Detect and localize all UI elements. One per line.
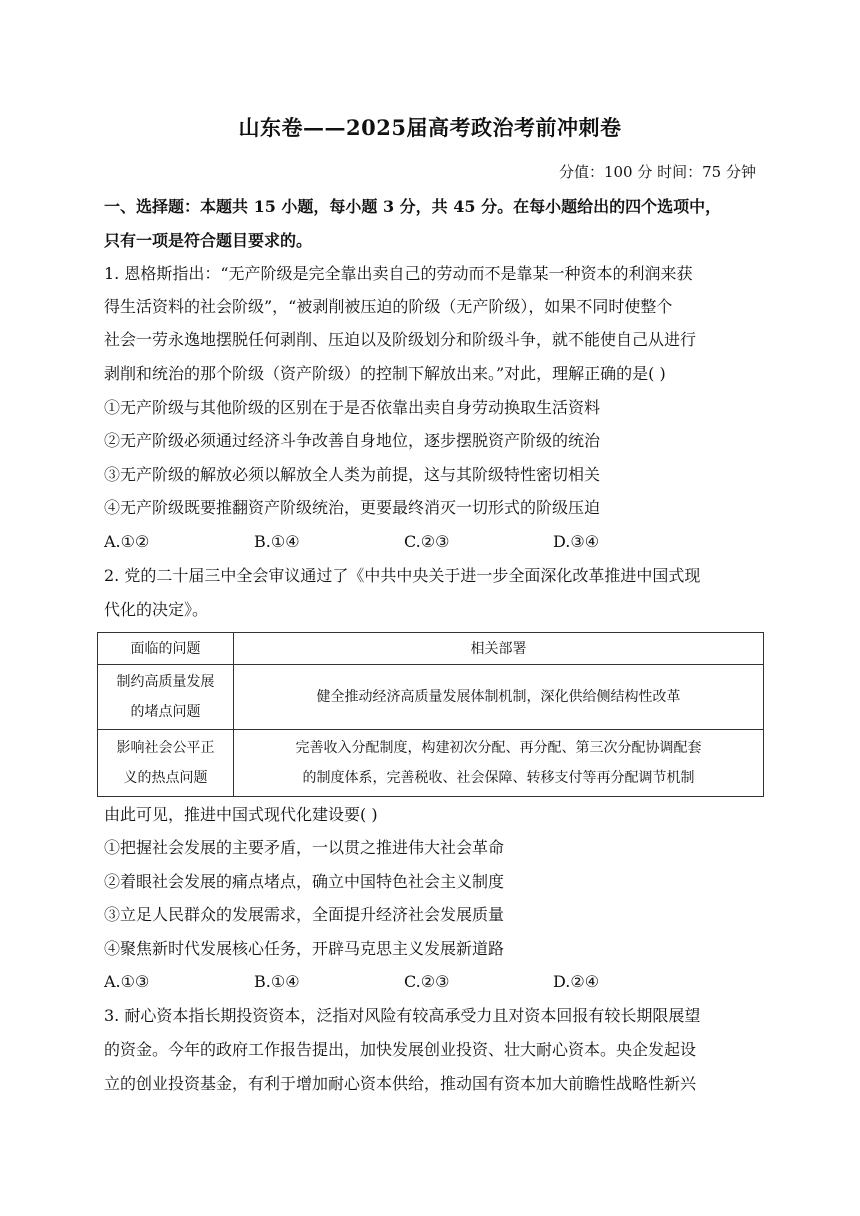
q2-statement: ④聚焦新时代发展核心任务，开辟马克思主义发展新道路 (104, 939, 505, 958)
q3-text-line: 的资金。今年的政府工作报告提出，加快发展创业投资、壮大耐心资本。央企发起设 (104, 1040, 697, 1059)
q2-text-line: 代化的决定》。 (104, 600, 209, 619)
choice-b[interactable]: B.①④ (254, 972, 300, 991)
table-row (98, 665, 764, 730)
q1-statement: ①无产阶级与其他阶级的区别在于是否依靠出卖自身劳动换取生活资料 (104, 398, 601, 417)
section-heading-line: 只有一项是符合题目要求的。 (104, 231, 313, 250)
table-cell-problem (98, 665, 234, 730)
cell-line: 义的热点问题 (123, 770, 208, 786)
choice-a[interactable]: A.①② (104, 532, 150, 551)
cell-line: 的制度体系，完善税收、社会保障、转移支付等再分配调节机制 (302, 770, 695, 786)
cell-line: 影响社会公平正 (116, 740, 215, 756)
q1-choices (104, 532, 760, 554)
q1-text-line: 剥削和统治的那个阶级（资产阶级）的控制下解放出来。”对此，理解正确的是( ) (104, 364, 666, 383)
choice-d[interactable]: D.②④ (553, 972, 600, 991)
q2-statement: ③立足人民群众的发展需求，全面提升经济社会发展质量 (104, 905, 505, 924)
table-cell-measure (234, 665, 764, 730)
q3-text-line: 3. 耐心资本指长期投资资本，泛指对风险有较高承受力且对资本回报有较长期限展望 (104, 1006, 701, 1025)
choice-d[interactable]: D.③④ (553, 532, 600, 551)
choice-a[interactable]: A.①③ (104, 972, 150, 991)
policy-table (97, 632, 764, 797)
q1-statement: ②无产阶级必须通过经济斗争改善自身地位，逐步摆脱资产阶级的统治 (104, 431, 601, 450)
cell-line: 制约高质量发展 (116, 674, 215, 690)
q1-statement: ④无产阶级既要推翻资产阶级统治，更要最终消灭一切形式的阶级压迫 (104, 498, 601, 517)
choice-b[interactable]: B.①④ (254, 532, 300, 551)
q1-text-line: 社会一劳永逸地摆脱任何剥削、压迫以及阶级划分和阶级斗争，就不能使自己从进行 (104, 330, 697, 349)
q3-text-line: 立的创业投资基金，有利于增加耐心资本供给，推动国有资本加大前瞻性战略性新兴 (104, 1074, 697, 1093)
table-header-cell: 面临的问题 (98, 633, 234, 665)
q2-choices (104, 972, 760, 994)
q1-text-line: 得生活资料的社会阶级”，“被剥削被压迫的阶级（无产阶级），如果不同时使整个 (104, 297, 673, 316)
table-row (98, 730, 764, 797)
q1-text-line: 1. 恩格斯指出：“无产阶级是完全靠出卖自己的劳动而不是靠某一种资本的利润来获 (104, 264, 693, 283)
table-header-cell: 相关部署 (234, 633, 764, 665)
q2-statement: ①把握社会发展的主要矛盾，一以贯之推进伟大社会革命 (104, 838, 505, 857)
score-time-info: 分值：100 分 时间：75 分钟 (558, 163, 756, 181)
cell-line: 完善收入分配制度，构建初次分配、再分配、第三次分配协调配套 (295, 740, 702, 756)
section-heading (104, 190, 760, 258)
cell-line: 健全推动经济高质量发展体制机制，深化供给侧结构性改革 (316, 689, 681, 705)
section-heading-line: 一、选择题：本题共 15 小题，每小题 3 分，共 45 分。在每小题给出的四个选项中， (104, 197, 722, 216)
table-cell-problem (98, 730, 234, 797)
q2-statement: ②着眼社会发展的痛点堵点，确立中国特色社会主义制度 (104, 872, 505, 891)
page-title: 山东卷——2025届高考政治考前冲刺卷 (238, 115, 622, 140)
cell-line: 的堵点问题 (130, 704, 201, 720)
choice-c[interactable]: C.②③ (404, 532, 450, 551)
choice-c[interactable]: C.②③ (404, 972, 450, 991)
q1-statement: ③无产阶级的解放必须以解放全人类为前提，这与其阶级特性密切相关 (104, 465, 601, 484)
table-header-row (98, 633, 764, 665)
q2-stem: 由此可见，推进中国式现代化建设要( ) (104, 805, 378, 824)
table-cell-measure (234, 730, 764, 797)
q2-text-line: 2. 党的二十届三中全会审议通过了《中共中央关于进一步全面深化改革推进中国式现 (104, 566, 701, 585)
